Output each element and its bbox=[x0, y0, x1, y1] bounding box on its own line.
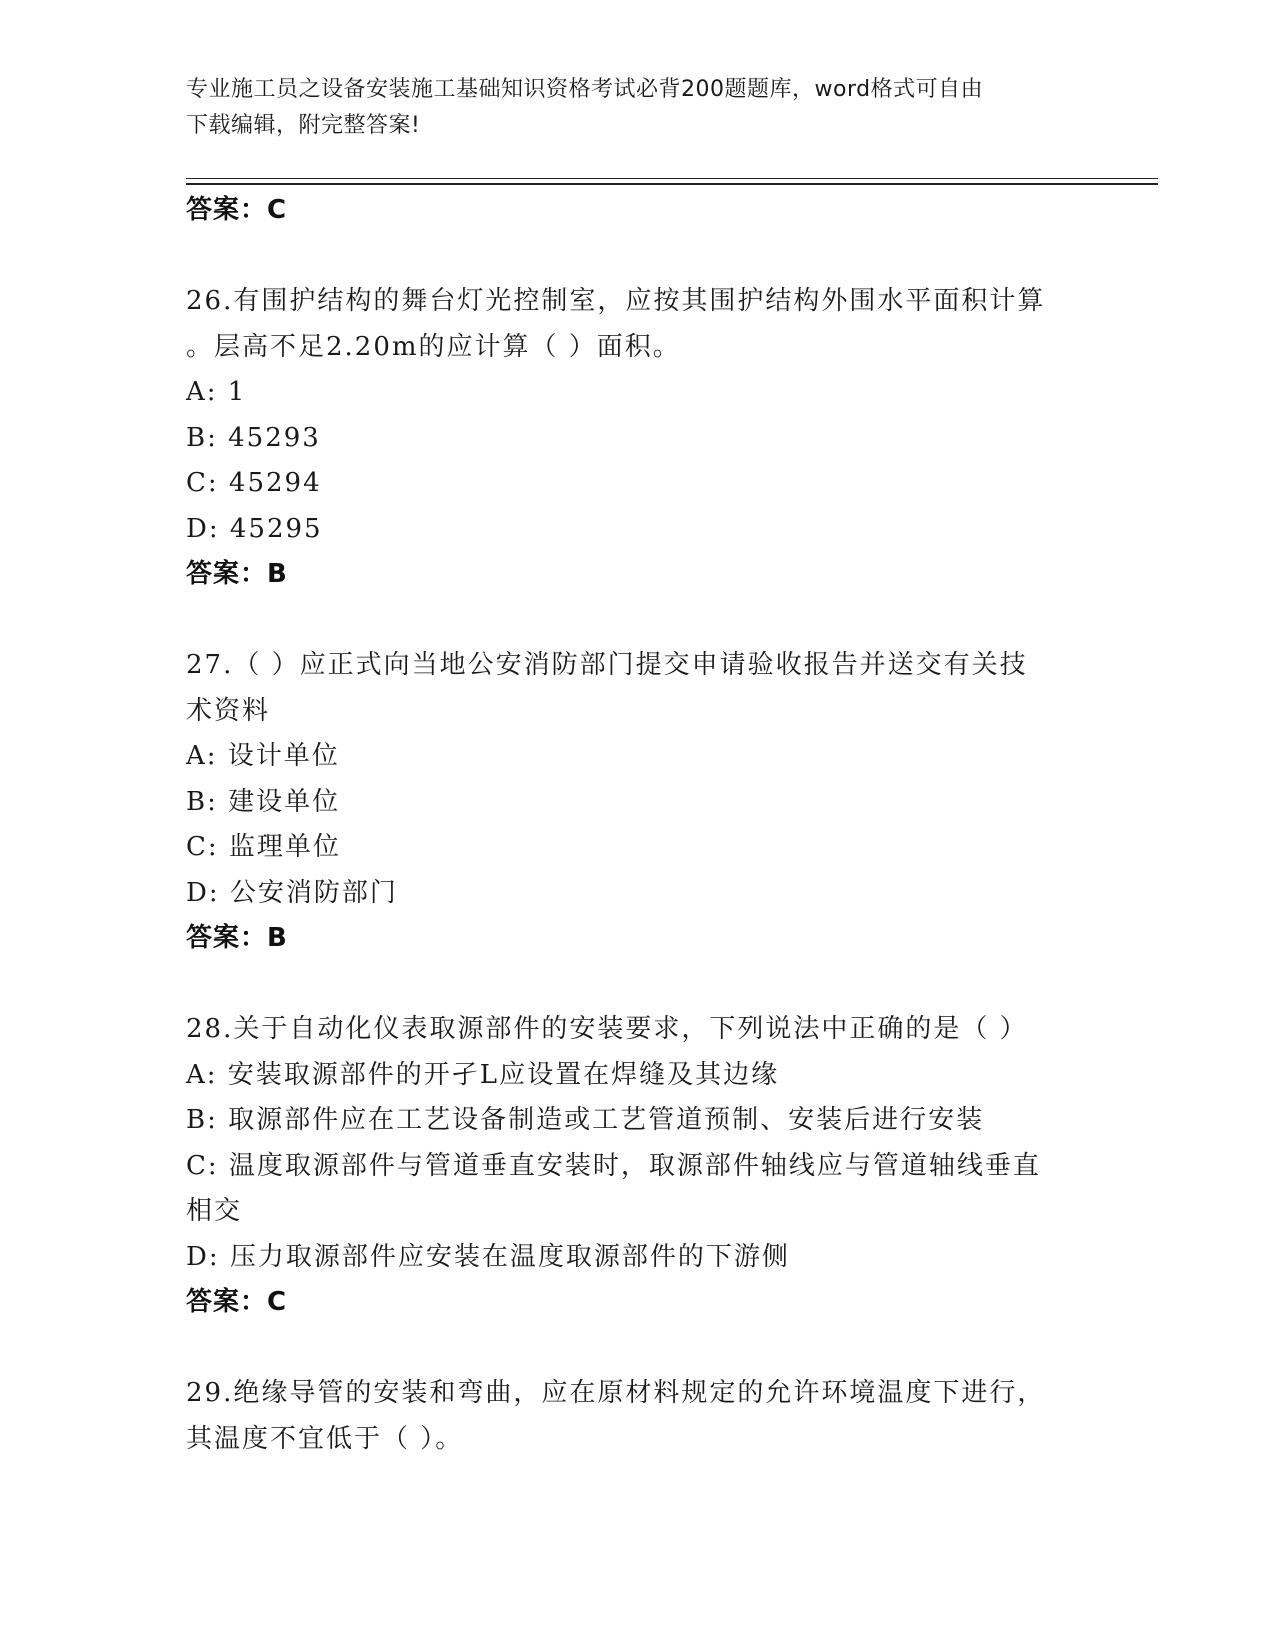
option-c: C: 45294 bbox=[186, 468, 322, 498]
option-b: B: 45293 bbox=[186, 422, 321, 453]
header-line-1: 专业施工员之设备安装施工基础知识资格考试必背200题题库，word格式可自由 bbox=[186, 77, 984, 102]
option-a: A: 安装取源部件的开孑L应设置在焊缝及其边缘 bbox=[186, 1059, 780, 1090]
question-28 bbox=[186, 1007, 1086, 1326]
question-stem-line: 26.有围护结构的舞台灯光控制室，应按其围护结构外围水平面积计算 bbox=[186, 286, 1046, 316]
question-27 bbox=[186, 643, 1086, 962]
header-line-2: 下载编辑，附完整答案! bbox=[186, 113, 421, 138]
option-a: A: 1 bbox=[186, 377, 247, 407]
question-26 bbox=[186, 279, 1086, 598]
option-c-continued: 相交 bbox=[186, 1196, 243, 1226]
spacer bbox=[186, 962, 1086, 1008]
answer-line: 答案：C bbox=[186, 195, 288, 225]
spacer bbox=[186, 234, 1086, 280]
question-stem-line: 。层高不足2.20m的应计算（ ）面积。 bbox=[186, 331, 681, 362]
option-b: B: 建设单位 bbox=[186, 786, 341, 817]
header-divider-thick bbox=[186, 183, 1158, 185]
document-body bbox=[186, 188, 1086, 1462]
question-stem-line: 29.绝缘导管的安装和弯曲，应在原材料规定的允许环境温度下进行， bbox=[186, 1378, 1046, 1408]
document-header bbox=[186, 72, 1076, 144]
question-stem-line: 27.（ ）应正式向当地公安消防部门提交申请验收报告并送交有关技 bbox=[186, 650, 1028, 680]
answer-line: 答案：C bbox=[186, 1287, 288, 1317]
option-b: B: 取源部件应在工艺设备制造或工艺管道预制、安装后进行安装 bbox=[186, 1105, 985, 1135]
question-stem-line: 术资料 bbox=[186, 695, 271, 726]
option-a: A: 设计单位 bbox=[186, 741, 340, 771]
spacer bbox=[186, 598, 1086, 644]
header-divider-thin bbox=[186, 178, 1158, 179]
option-d: D: 45295 bbox=[186, 513, 323, 544]
option-d: D: 公安消防部门 bbox=[186, 877, 398, 908]
option-d: D: 压力取源部件应安装在温度取源部件的下游侧 bbox=[186, 1241, 790, 1272]
answer-line: 答案：B bbox=[186, 559, 288, 589]
option-c: C: 监理单位 bbox=[186, 832, 341, 862]
option-c: C: 温度取源部件与管道垂直安装时，取源部件轴线应与管道轴线垂直 bbox=[186, 1150, 1041, 1181]
question-stem-line: 28.关于自动化仪表取源部件的安装要求，下列说法中正确的是（ ） bbox=[186, 1014, 1028, 1044]
answer-line: 答案：B bbox=[186, 923, 288, 953]
spacer bbox=[186, 1326, 1086, 1372]
question-29 bbox=[186, 1371, 1086, 1462]
question-stem-line: 其温度不宜低于（ ）。 bbox=[186, 1423, 464, 1454]
